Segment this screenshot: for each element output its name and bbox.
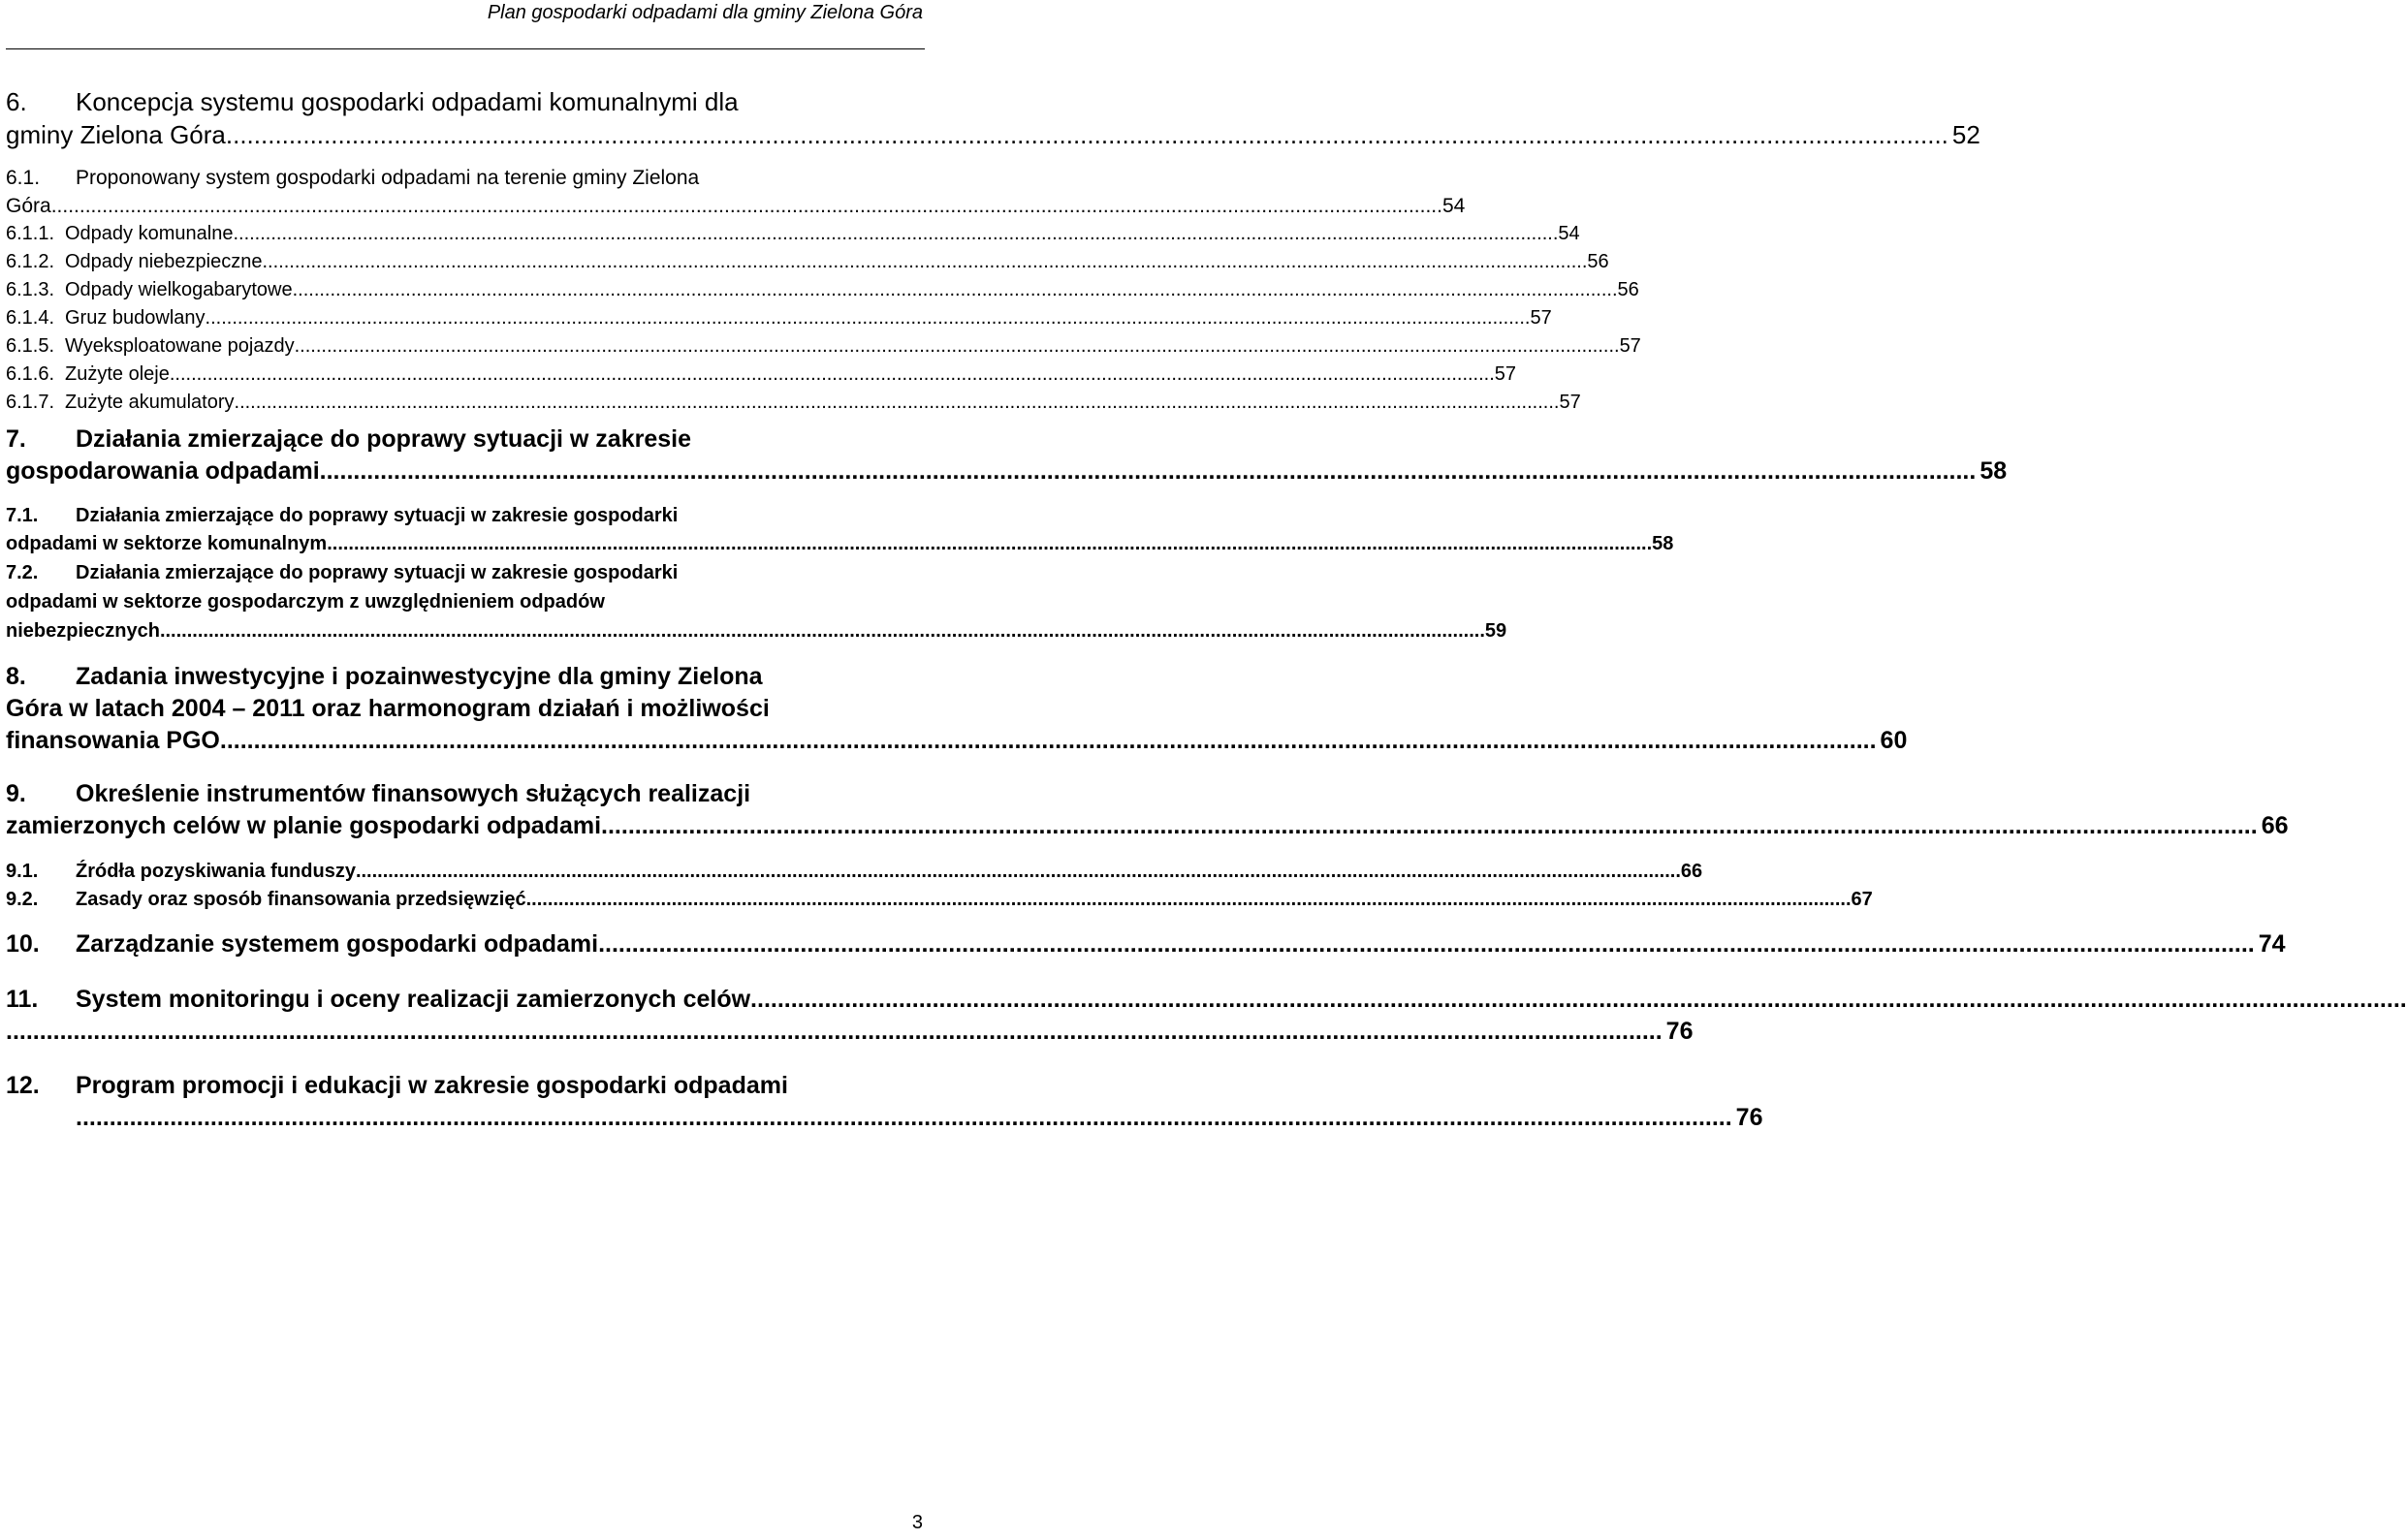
table-of-contents — [6, 0, 2407, 1540]
toc-entry-8-line3[interactable] — [6, 727, 1908, 758]
toc-entry-6-1-4[interactable] — [6, 307, 1552, 332]
toc-entry-7-line1[interactable] — [6, 425, 925, 456]
toc-entry-number: 6.1.3. — [6, 279, 55, 300]
toc-entry-title: gminy Zielona Góra — [6, 120, 226, 149]
toc-entry-number: 6. — [6, 87, 27, 116]
toc-entry-number: 7.1. — [6, 505, 39, 526]
toc-entry-page: 76 — [1665, 1018, 1694, 1045]
toc-entry-title: Odpady niebezpieczne — [65, 251, 263, 272]
toc-entry-6-1-5[interactable] — [6, 335, 1641, 361]
toc-entry-title: Zużyte akumulatory — [65, 392, 235, 413]
toc-entry-page: 58 — [1979, 457, 2008, 485]
leader-dots: ...................................................................................................................................................................................................................................................... — [205, 307, 1531, 329]
toc-entry-7-1-line2[interactable] — [6, 533, 1674, 558]
toc-entry-page: 52 — [1951, 120, 1980, 149]
toc-entry-title: odpadami w sektorze gospodarczym z uwzględnieniem odpadów — [6, 591, 605, 613]
toc-entry-title: Działania zmierzające do poprawy sytuacji w zakresie — [76, 425, 691, 453]
toc-entry-number: 10. — [6, 930, 40, 958]
toc-entry-7-2-line3[interactable] — [6, 620, 1507, 645]
toc-entry-6-1-6[interactable] — [6, 363, 1517, 389]
leader-dots: ...................................................................................................................................................................................................................................................... — [525, 889, 1852, 910]
toc-entry-number: 6.1.2. — [6, 251, 55, 272]
leader-dots: ...................................................................................................................................................................................................................................................... — [233, 223, 1559, 244]
toc-entry-title: Program promocji i edukacji w zakresie gospodarki odpadami — [76, 1072, 788, 1099]
toc-entry-6-1-2[interactable] — [6, 251, 1609, 276]
leader-dots: ...................................................................................................................................................................................................................................................... — [225, 120, 1948, 149]
leader-dots: ...................................................................................................................................................................................................................................................... — [292, 279, 1618, 300]
leader-dots: ...................................................................................................................................................................................................................................................... — [601, 812, 2258, 839]
toc-entry-page: 58 — [1652, 533, 1674, 554]
toc-entry-6-1-7[interactable] — [6, 392, 1581, 417]
toc-entry-number: 6.1.4. — [6, 307, 55, 329]
toc-entry-7-1-line1[interactable] — [6, 505, 925, 530]
toc-entry-page: 56 — [1587, 251, 1609, 272]
toc-entry-title: zamierzonych celów w planie gospodarki odpadami — [6, 812, 602, 839]
toc-entry-6-1-line2[interactable] — [6, 195, 1466, 220]
toc-entry-page: 57 — [1619, 335, 1641, 357]
toc-entry-title: Odpady komunalne — [65, 223, 234, 244]
toc-entry-title: Koncepcja systemu gospodarki odpadami komunalnymi dla — [76, 87, 739, 116]
toc-entry-title: Odpady wielkogabarytowe — [65, 279, 293, 300]
toc-entry-page: 59 — [1484, 620, 1507, 642]
toc-entry-title: Zadania inwestycyjne i pozainwestycyjne dla gminy Zielona — [76, 663, 763, 690]
leader-dots: ...................................................................................................................................................................................................................................................... — [598, 930, 2255, 958]
toc-entry-title: Wyeksploatowane pojazdy — [65, 335, 295, 357]
leader-dots: ...................................................................................................................................................................................................................................................... — [319, 457, 1977, 485]
running-header: Plan gospodarki odpadami dla gminy Zielona Góra — [487, 2, 923, 23]
toc-entry-7-2-line2[interactable] — [6, 591, 925, 616]
toc-entry-number: 11. — [6, 986, 39, 1013]
toc-entry-number: 12. — [6, 1072, 40, 1099]
leader-dots: ...................................................................................................................................................................................................................................................... — [169, 363, 1495, 385]
toc-entry-title: Działania zmierzające do poprawy sytuacji w zakresie gospodarki — [76, 505, 679, 526]
toc-entry-6-1-1[interactable] — [6, 223, 1580, 248]
toc-entry-12-line1[interactable] — [6, 1072, 925, 1103]
toc-entry-title: System monitoringu i oceny realizacji zamierzonych celów — [76, 986, 751, 1013]
leader-dots: ...................................................................................................................................................................................................................................................... — [6, 1018, 1663, 1045]
leader-dots: ...................................................................................................................................................................................................................................................... — [262, 251, 1588, 272]
toc-entry-number: 9.2. — [6, 889, 39, 910]
toc-entry-number: 6.1.6. — [6, 363, 55, 385]
toc-entry-number: 8. — [6, 663, 26, 690]
toc-entry-6-1-3[interactable] — [6, 279, 1639, 304]
toc-entry-10[interactable] — [6, 930, 2286, 961]
toc-entry-page: 56 — [1617, 279, 1639, 300]
toc-entry-number: 6.1.5. — [6, 335, 55, 357]
toc-entry-title: Proponowany system gospodarki odpadami na terenie gminy Zielona — [76, 167, 700, 189]
toc-entry-6-1-line1[interactable] — [6, 167, 925, 192]
toc-entry-title: niebezpiecznych — [6, 620, 160, 642]
toc-entry-page: 57 — [1494, 363, 1517, 385]
toc-entry-number: 9. — [6, 780, 26, 807]
toc-entry-page: 74 — [2258, 930, 2286, 958]
toc-entry-title: odpadami w sektorze komunalnym — [6, 533, 328, 554]
toc-entry-11-line2[interactable] — [6, 1018, 1694, 1049]
toc-entry-9-2[interactable] — [6, 889, 1873, 914]
toc-entry-title: Góra w latach 2004 – 2011 oraz harmonogram działań i możliwości — [6, 695, 770, 722]
leader-dots: ...................................................................................................................................................................................................................................................... — [50, 195, 1442, 217]
toc-entry-number: 7. — [6, 425, 26, 453]
toc-entry-7-2-line1[interactable] — [6, 562, 925, 587]
toc-entry-9-1[interactable] — [6, 861, 1703, 886]
toc-entry-title: Góra — [6, 195, 51, 217]
leader-dots: ...................................................................................................................................................................................................................................................... — [355, 861, 1681, 882]
toc-entry-9-line1[interactable] — [6, 780, 925, 811]
toc-entry-title: Zużyte oleje — [65, 363, 170, 385]
page-number: 3 — [911, 1512, 923, 1533]
toc-entry-page: 76 — [1735, 1104, 1763, 1131]
toc-entry-page: 54 — [1441, 195, 1466, 217]
leader-dots: ...................................................................................................................................................................................................................................................... — [750, 986, 2407, 1013]
toc-entry-page: 57 — [1559, 392, 1581, 413]
toc-entry-title: Działania zmierzające do poprawy sytuacji w zakresie gospodarki — [76, 562, 679, 583]
toc-entry-7-line2[interactable] — [6, 457, 2008, 488]
toc-entry-number: 6.1.1. — [6, 223, 55, 244]
toc-entry-6-line1[interactable] — [6, 87, 925, 118]
toc-entry-title: Źródła pozyskiwania funduszy — [76, 861, 356, 882]
toc-entry-page: 66 — [2261, 812, 2289, 839]
leader-dots: ...................................................................................................................................................................................................................................................... — [294, 335, 1620, 357]
toc-entry-8-line1[interactable] — [6, 663, 925, 694]
toc-entry-title: Zasady oraz sposób finansowania przedsięwzięć — [76, 889, 526, 910]
toc-entry-8-line2[interactable] — [6, 695, 925, 726]
toc-entry-title: Zarządzanie systemem gospodarki odpadami — [76, 930, 599, 958]
toc-entry-12-line2[interactable] — [6, 1104, 1763, 1135]
toc-entry-page: 57 — [1530, 307, 1552, 329]
toc-entry-page: 67 — [1851, 889, 1873, 910]
toc-entry-title: finansowania PGO — [6, 727, 220, 754]
toc-entry-page: 60 — [1880, 727, 1908, 754]
leader-dots: ...................................................................................................................................................................................................................................................... — [234, 392, 1560, 413]
toc-entry-title: Gruz budowlany — [65, 307, 206, 329]
toc-entry-title: Określenie instrumentów finansowych służących realizacji — [76, 780, 751, 807]
toc-entry-6-line2[interactable] — [6, 120, 1980, 151]
leader-dots: ...................................................................................................................................................................................................................................................... — [76, 1104, 1732, 1131]
toc-entry-11-line1[interactable] — [6, 986, 2407, 1017]
toc-entry-title: gospodarowania odpadami — [6, 457, 320, 485]
toc-entry-page: 54 — [1558, 223, 1580, 244]
leader-dots: ...................................................................................................................................................................................................................................................... — [327, 533, 1653, 554]
toc-entry-number: 6.1. — [6, 167, 41, 189]
leader-dots: ...................................................................................................................................................................................................................................................... — [219, 727, 1877, 754]
toc-entry-number: 7.2. — [6, 562, 39, 583]
toc-entry-page: 66 — [1680, 861, 1703, 882]
toc-entry-number: 6.1.7. — [6, 392, 55, 413]
leader-dots: ...................................................................................................................................................................................................................................................... — [159, 620, 1485, 642]
toc-entry-number: 9.1. — [6, 861, 39, 882]
toc-entry-9-line2[interactable] — [6, 812, 2289, 843]
